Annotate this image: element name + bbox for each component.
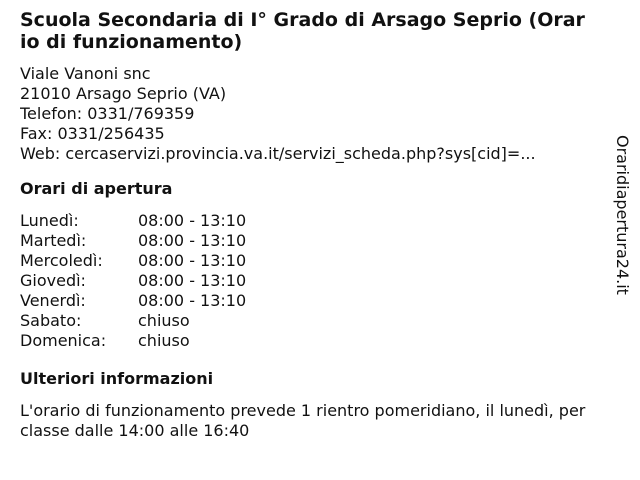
- time-value: 08:00 - 13:10: [138, 231, 247, 250]
- day-label: Martedì:: [20, 231, 87, 250]
- day-label: Mercoledì:: [20, 251, 103, 270]
- time-value: chiuso: [138, 331, 190, 350]
- time-value: 08:00 - 13:10: [138, 271, 247, 290]
- fax-line: Fax: 0331/256435: [20, 124, 165, 143]
- hours-heading: Orari di apertura: [20, 179, 173, 198]
- day-label: Venerdì:: [20, 291, 86, 310]
- day-label: Domenica:: [20, 331, 107, 350]
- time-value: chiuso: [138, 311, 190, 330]
- time-value: 08:00 - 13:10: [138, 251, 247, 270]
- site-watermark: Oraridiapertura24.it: [613, 135, 632, 295]
- phone-line: Telefon: 0331/769359: [20, 104, 195, 123]
- content: [20, 9, 590, 441]
- info-heading: Ulteriori informazioni: [20, 369, 214, 388]
- hours-row-thursday: [20, 271, 590, 291]
- hours-row-friday: [20, 291, 590, 311]
- hours-row-saturday: [20, 311, 590, 331]
- day-label: Sabato:: [20, 311, 82, 330]
- time-value: 08:00 - 13:10: [138, 291, 247, 310]
- page-title: Scuola Secondaria di I° Grado di Arsago Seprio (Orario di funzionamento): [20, 9, 585, 53]
- hours-row-wednesday: [20, 251, 590, 271]
- info-text: L'orario di funzionamento prevede 1 rientro pomeridiano, il lunedì, per classe dalle 14:00 alle 16:40: [20, 401, 586, 440]
- day-label: Giovedì:: [20, 271, 86, 290]
- address-line: Viale Vanoni snc: [20, 64, 151, 83]
- contact-block: [20, 64, 590, 164]
- hours-row-sunday: [20, 331, 590, 351]
- hours-table: [20, 211, 590, 351]
- hours-row-monday: [20, 211, 590, 231]
- web-line: Web: cercaservizi.provincia.va.it/servizi_scheda.php?sys[cid]=...: [20, 144, 536, 163]
- time-value: 08:00 - 13:10: [138, 211, 247, 230]
- day-label: Lunedì:: [20, 211, 79, 230]
- city-line: 21010 Arsago Seprio (VA): [20, 84, 227, 103]
- hours-row-tuesday: [20, 231, 590, 251]
